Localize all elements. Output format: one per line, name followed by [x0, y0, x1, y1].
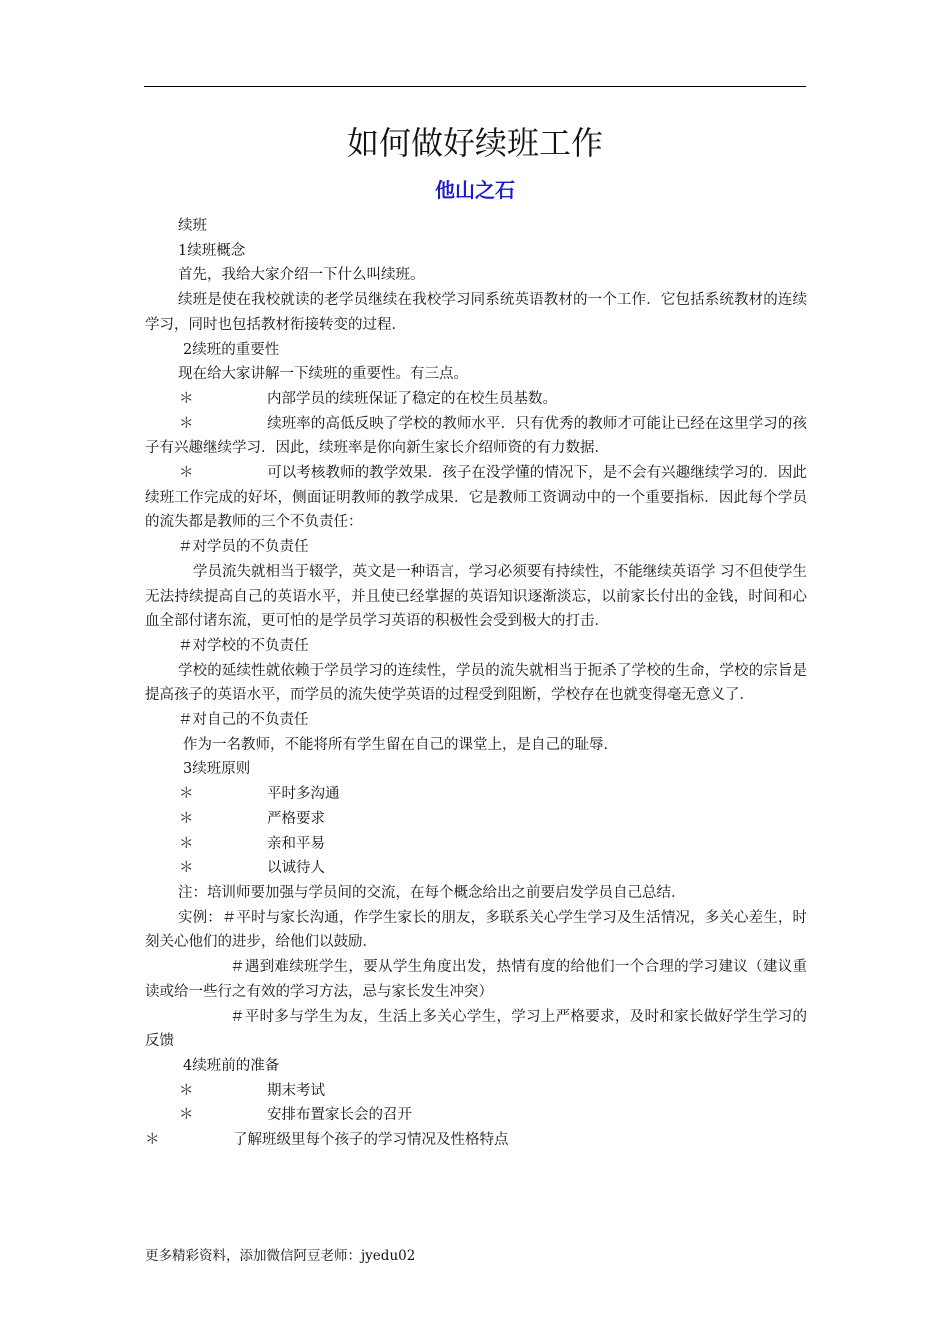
bullet-text: 续班率的高低反映了学校的教师水平．只有优秀的教师才可能让已经在这里学习的孩子有兴趣继续学习．因此，续班率是你向新生家长介绍师资的有力数据．	[145, 415, 807, 457]
bullet-text: 亲和平易	[267, 835, 325, 852]
bullet-item	[145, 1079, 807, 1104]
example: ＃遇到难续班学生，要从学生角度出发，热情有度的给他们一个合理的学习建议（建议重读或给一些行之有效的学习方法，忌与家长发生冲突）	[145, 959, 807, 1000]
paragraph: 学校的延续性就依赖于学员学习的连续性，学员的流失就相当于扼杀了学校的生命，学校的宗旨是提高孩子的英语水平，而学员的流失使学英语的过程受到阻断，学校存在也就变得毫无意义了．	[145, 662, 807, 704]
bullet-star: ＊	[145, 1132, 160, 1149]
bullet-star: ＊	[179, 465, 194, 482]
example: ＃平时多与学生为友，生活上多关心学生，学习上严格要求，及时和家长做好学生学习的反馈	[145, 1008, 807, 1050]
document-body	[145, 214, 807, 1153]
section-heading: 1续班概念	[178, 242, 246, 259]
bullet-item	[145, 387, 807, 412]
bullet-text: 内部学员的续班保证了稳定的在校生员基数。	[267, 390, 557, 407]
paragraph: 学员流失就相当于辍学，英文是一种语言，学习必须要有持续性，不能继续英语学 习不但使学生无法持续提高自己的英语水平，并且使已经掌握的英语知识逐渐淡忘，以前家长付出的金钱，时间和心血全部付诸东流，更可怕的是学员学习英语的积极性会受到极大的打击．	[145, 563, 807, 630]
bullet-item	[145, 461, 807, 535]
bullet-item	[145, 1128, 807, 1153]
bullet-text: 了解班级里每个孩子的学习情况及性格特点	[233, 1132, 509, 1149]
header-rule	[144, 86, 806, 87]
bullet-star: ＊	[179, 390, 194, 407]
subheading: ＃对自己的不负责任	[178, 712, 309, 729]
paragraph: 现在给大家讲解一下续班的重要性。有三点。	[178, 366, 468, 383]
bullet-star: ＊	[179, 1082, 194, 1099]
subheading: ＃对学校的不负责任	[178, 637, 309, 654]
section-heading: 4续班前的准备	[183, 1057, 280, 1074]
section-heading: 3续班原则	[183, 761, 251, 778]
bullet-text: 安排布置家长会的召开	[267, 1107, 412, 1124]
bullet-text: 平时多沟通	[267, 786, 340, 803]
document-title: 如何做好续班工作	[346, 124, 603, 162]
bullet-text: 以诚待人	[267, 860, 325, 877]
bullet-item	[145, 782, 807, 807]
document-subtitle: 他山之石	[435, 178, 515, 202]
bullet-item	[145, 412, 807, 461]
bullet-star: ＊	[179, 786, 194, 803]
note: 注：培训师要加强与学员间的交流，在每个概念给出之前要启发学员自己总结．	[178, 884, 686, 901]
bullet-star: ＊	[179, 810, 194, 827]
subheading: ＃对学员的不负责任	[178, 539, 309, 556]
bullet-star: ＊	[179, 860, 194, 877]
bullet-item	[145, 807, 807, 832]
bullet-text: 严格要求	[267, 810, 325, 827]
bullet-item	[145, 1103, 807, 1128]
example: 实例：＃平时与家长沟通，作学生家长的朋友，多联系关心学生学习及生活情况，多关心差生，时刻关心他们的进步，给他们以鼓励．	[145, 909, 807, 951]
paragraph: 首先，我给大家介绍一下什么叫续班。	[178, 267, 425, 284]
bullet-item	[145, 832, 807, 857]
bullet-star: ＊	[179, 415, 194, 432]
section-heading: 2续班的重要性	[183, 341, 280, 358]
bullet-text: 期末考试	[267, 1082, 325, 1099]
footer-note: 更多精彩资料，添加微信阿豆老师：jyedu02	[145, 1248, 416, 1264]
bullet-star: ＊	[179, 1107, 194, 1124]
paragraph: 续班是使在我校就读的老学员继续在我校学习同系统英语教材的一个工作．它包括系统教材的连续学习，同时也包括教材衔接转变的过程．	[145, 292, 807, 333]
bullet-item	[145, 856, 807, 881]
bullet-star: ＊	[179, 835, 194, 852]
bullet-text: 可以考核教师的教学效果．孩子在没学懂的情况下，是不会有兴趣继续学习的．因此续班工作完成的好坏，侧面证明教师的教学成果．它是教师工资调动中的一个重要指标．因此每个学员的流失都是教师的三个不负责任：	[145, 465, 807, 531]
paragraph: 续班	[178, 218, 207, 234]
paragraph: 作为一名教师，不能将所有学生留在自己的课堂上，是自己的耻辱．	[183, 736, 618, 753]
